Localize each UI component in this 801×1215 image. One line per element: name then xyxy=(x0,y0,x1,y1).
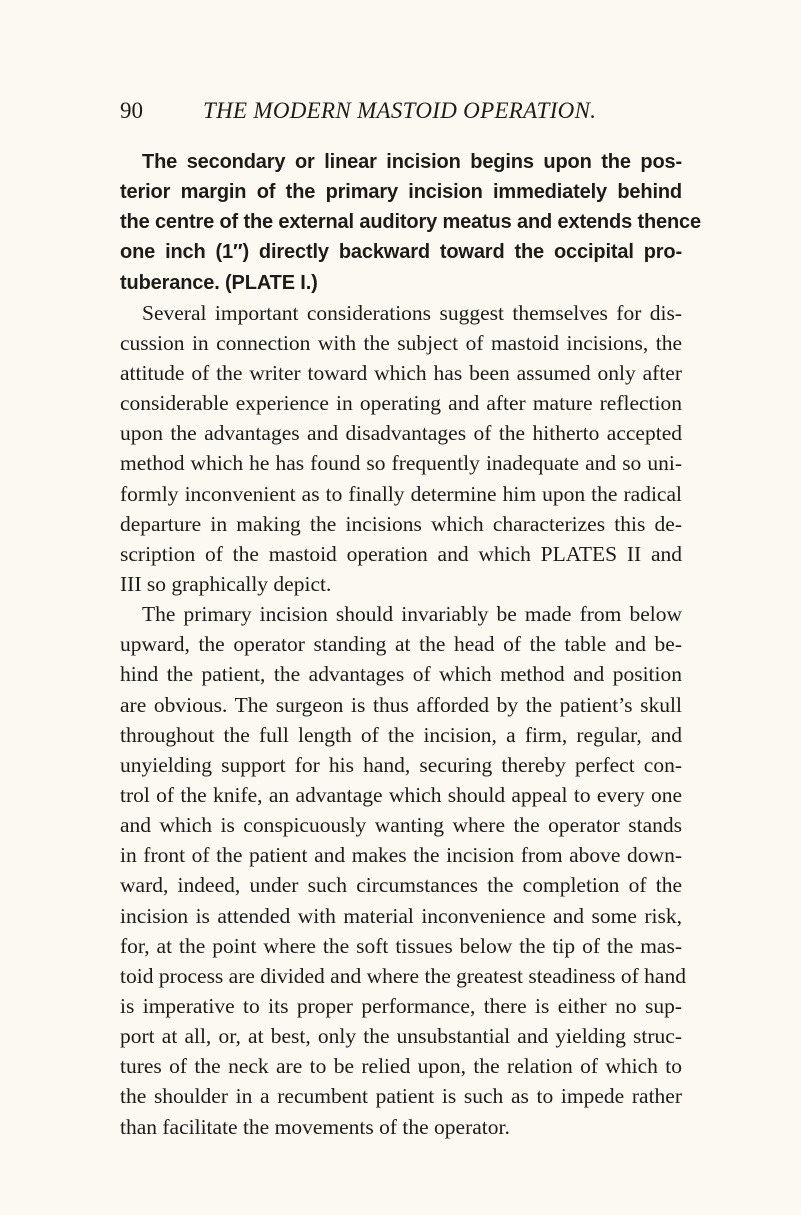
text-line: and which is conspicuously wanting where the operator stands xyxy=(120,813,682,838)
text-line: for, at the point where the soft tissues below the tip of the mas- xyxy=(120,933,682,958)
text-line: are obvious. The surgeon is thus afforded by the patient’s skull xyxy=(120,692,682,717)
text-line: is imperative to its proper performance, there is either no sup- xyxy=(120,993,682,1018)
page-number: 90 xyxy=(120,98,143,123)
text-line: III so graphically depict. xyxy=(120,571,332,596)
text-line: in front of the patient and makes the incision from above down- xyxy=(120,843,682,868)
paragraph-1 xyxy=(120,147,702,298)
text-line: one inch (1″) directly backward toward the occipital pro- xyxy=(120,241,682,264)
text-line: terior margin of the primary incision immediately behind xyxy=(120,181,682,204)
text-line: cussion in connection with the subject of mastoid incisions, the xyxy=(120,330,682,355)
text-line: departure in making the incisions which characterizes this de- xyxy=(120,511,682,536)
text-line: trol of the knife, an advantage which should appeal to every one xyxy=(120,782,682,807)
text-line: tuberance. (PLATE I.) xyxy=(120,271,318,294)
text-line: method which he has found so frequently inadequate and so uni- xyxy=(120,451,682,476)
text-line: scription of the mastoid operation and which PLATES II and xyxy=(120,541,682,566)
text-line: than facilitate the movements of the operator. xyxy=(120,1114,510,1139)
text-line: The secondary or linear incision begins upon the pos- xyxy=(142,151,682,173)
text-line: the centre of the external auditory meatus and extends thence xyxy=(120,211,702,234)
text-line: incision is attended with material inconvenience and some risk, xyxy=(120,903,682,928)
text-line: formly inconvenient as to finally determine him upon the radical xyxy=(120,481,682,506)
text-line: port at all, or, at best, only the unsubstantial and yielding struc- xyxy=(120,1024,682,1049)
text-line: attitude of the writer toward which has been assumed only after xyxy=(120,360,682,385)
running-head xyxy=(120,94,680,128)
text-line: Several important considerations suggest themselves for dis- xyxy=(142,300,682,325)
paragraph-2 xyxy=(120,298,682,599)
text-line: toid process are divided and where the greatest steadiness of hand xyxy=(120,963,686,988)
text-line: upward, the operator standing at the head of the table and be- xyxy=(120,632,682,657)
text-line: ward, indeed, under such circumstances the completion of the xyxy=(120,873,682,898)
body-text xyxy=(120,147,702,1142)
text-line: the shoulder in a recumbent patient is such as to impede rather xyxy=(120,1084,682,1109)
text-line: hind the patient, the advantages of which method and position xyxy=(120,662,682,687)
text-line: The primary incision should invariably be made from below xyxy=(142,602,682,627)
text-line: tures of the neck are to be relied upon, the relation of which to xyxy=(120,1054,682,1079)
paragraph-3 xyxy=(120,599,686,1142)
text-line: upon the advantages and disadvantages of the hitherto accepted xyxy=(120,421,682,446)
text-line: throughout the full length of the incision, a firm, regular, and xyxy=(120,722,682,747)
text-line: considerable experience in operating and after mature reflection xyxy=(120,391,682,416)
running-title: THE MODERN MASTOID OPERATION. xyxy=(203,98,597,123)
text-line: unyielding support for his hand, securing thereby perfect con- xyxy=(120,752,682,777)
